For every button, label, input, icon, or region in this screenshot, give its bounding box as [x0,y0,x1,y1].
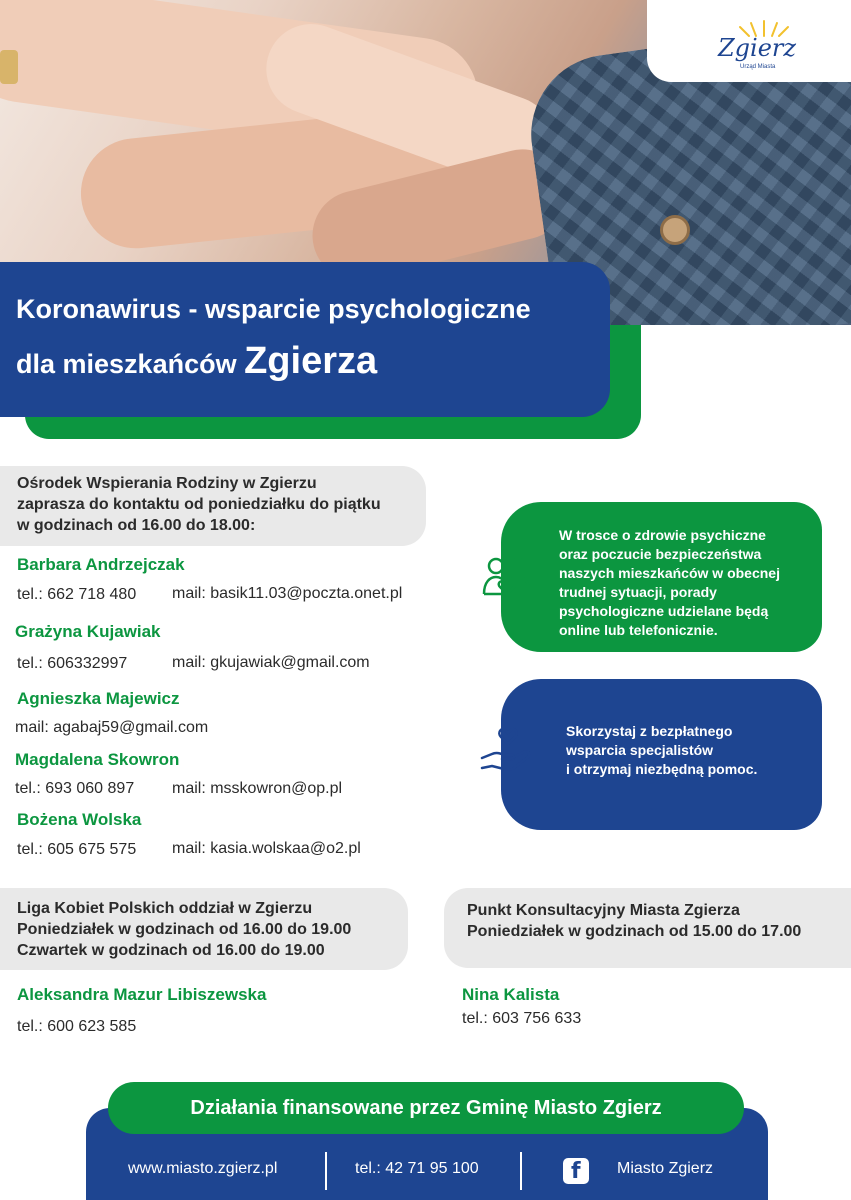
contact-mail[interactable]: mail: agabaj59@gmail.com [15,719,209,736]
contact-name: Nina Kalista [462,985,560,1004]
text-line: online lub telefonicznie. [559,622,718,638]
contact-mail[interactable]: mail: gkujawiak@gmail.com [172,654,370,671]
text-line: oraz poczucie bezpieczeństwa [559,546,762,562]
header-line: w godzinach od 16.00 do 18.00: [17,517,256,534]
text-line: wsparcia specjalistów [566,742,714,758]
contact-name: Magdalena Skowron [15,750,180,769]
footer-website-link[interactable]: www.miasto.zgierz.pl [128,1160,278,1177]
contact-tel[interactable]: tel.: 603 756 633 [462,1010,582,1027]
text-line: i otrzymaj niezbędną pomoc. [566,761,758,777]
footer-divider [325,1152,327,1190]
hand-heart-icon [480,722,532,774]
header-line: Ośrodek Wspierania Rodziny w Zgierzu [17,475,317,492]
contact-mail[interactable]: mail: kasia.wolskaa@o2.pl [172,840,361,857]
watch-shape [0,50,18,84]
footer-facebook-link[interactable]: Miasto Zgierz [617,1160,714,1177]
text-line: Skorzystaj z bezpłatnego [566,723,733,739]
contact-tel[interactable]: tel.: 606332997 [17,655,128,672]
contact-name: Aleksandra Mazur Libiszewska [17,985,267,1004]
facebook-icon[interactable]: f [563,1158,589,1184]
text-line: trudnej sytuacji, porady [559,584,717,600]
header-line: Poniedziałek w godzinach od 15.00 do 17.00 [467,923,802,940]
text-line: psychologiczne udzielane będą [559,603,769,619]
contact-mail[interactable]: mail: basik11.03@poczta.onet.pl [172,585,403,602]
footer-divider [520,1152,522,1190]
logo-subtitle: Urząd Miasta [740,64,776,70]
header-line: Punkt Konsultacyjny Miasta Zgierza [467,902,740,919]
text-line: naszych mieszkańców w obecnej [559,565,780,581]
header-line: zaprasza do kontaktu od poniedziałku do piątku [17,496,381,513]
contact-tel[interactable]: tel.: 600 623 585 [17,1018,137,1035]
section1-header [17,473,381,536]
contact-mail[interactable]: mail: msskowron@op.pl [172,780,343,797]
footer-title: Działania finansowane przez Gminę Miasto Zgierz [190,1097,662,1119]
header-line: Czwartek w godzinach od 16.00 do 19.00 [17,942,325,959]
contact-tel[interactable]: tel.: 605 675 575 [17,841,137,858]
info-box-blue-text [566,722,757,779]
contact-name: Agnieszka Majewicz [17,689,180,708]
page-title-line1: Koronawirus - wsparcie psychologiczne [16,294,531,324]
contact-tel[interactable]: tel.: 662 718 480 [17,586,137,603]
info-box-green-text [559,526,780,640]
contact-name: Grażyna Kujawiak [15,622,161,641]
title-prefix: dla mieszkańców [16,349,245,379]
contact-name: Bożena Wolska [17,810,142,829]
header-line: Poniedziałek w godzinach od 16.00 do 19.00 [17,921,352,938]
contact-tel[interactable]: tel.: 693 060 897 [15,780,135,797]
footer-phone[interactable]: tel.: 42 71 95 100 [355,1160,479,1177]
page-title-line2 [16,340,377,383]
section3-header [467,900,801,942]
text-line: W trosce o zdrowie psychiczne [559,527,766,543]
contact-name: Barbara Andrzejczak [17,555,185,574]
section2-header [17,898,351,961]
shirt-button [660,215,690,245]
people-heart-icon [482,556,532,598]
title-highlight: Zgierza [244,340,378,382]
logo-text: Zgierz [718,34,797,62]
header-line: Liga Kobiet Polskich oddział w Zgierzu [17,900,313,917]
